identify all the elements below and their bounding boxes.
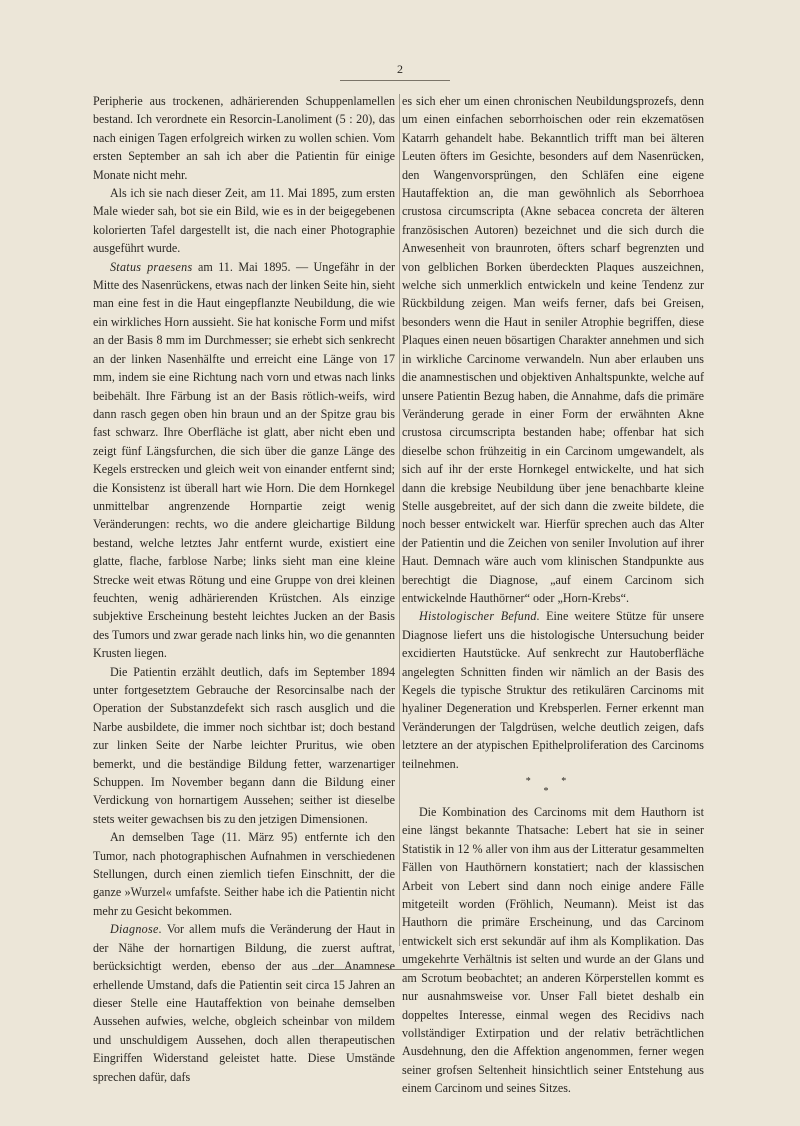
histology-text: Eine weitere Stütze für unsere Diagnose liefert uns die histologische Untersuchung beider excidierten Hautstücke. Auf senkrecht zur Hautoberfläche angelegten Schnitten finden wir nämlich an der Basis des Kegels die typische Struktur des retikulären Carcinoms mit hyaliner Degeneration und Krebsperlen. Ferner erkennt man Veränderungen der Talgdrüsen, welche deutlich zeigen, dafs letztere an der atypischen Epithelproliferation des Carcinoms teilnehmen. [402, 609, 704, 771]
asterisks-top: * * [525, 776, 581, 788]
diagnose-text: Vor allem mufs die Veränderung der Haut in der Nähe der hornartigen Bildung, die zuerst auftrat, berücksichtigt werden, ebenso der aus der Anamnese erhellende Umstand, dafs die Patientin seit circa 15 Jahren an dieser Stelle eine Hautaffektion von beinahe demselben Aussehen aufwies, welche, obgleich scheinbar von mildem und unschuldigem Aussehen, doch allen therapeutischen Eingriffen Widerstand geleistet hatte. Diese Umstände sprechen dafür, dafs [93, 922, 395, 1084]
paragraph-return-visit: Als ich sie nach dieser Zeit, am 11. Mai 1895, zum ersten Male wieder sah, bot sie ein Bild, wie es in der beigegebenen kolorierten Tafel dargestellt ist, die nach einer Photographie ausgeführt wurde. [93, 186, 395, 256]
status-praesens-heading: Status praesens [109, 259, 193, 274]
paragraph-diagnose [93, 920, 395, 1086]
paragraph-excision: An demselben Tage (11. März 95) entfernte ich den Tumor, nach photographischen Aufnahmen in verschiedenen Stellungen, durch einen ziemlich tiefen Einschnitt, der die ganze »Wurzel« umfafste. Seither habe ich die Patientin nicht mehr zu Gesicht bekommen. [93, 830, 395, 918]
paragraph-continued-right: es sich eher um einen chronischen Neubildungsprozefs, denn um einen einfachen seborrhoischen oder rein ekzematösen Katarrh gehandelt habe. Bekanntlich trifft man bei älteren Leuten öfters im Gesichte, besonders auf dem Nasenrücken, den Wangenvorsprüngen, den Schläfen eine eigene Hautaffektion an, die man gewöhnlich als Seborrhoea crustosa circumscripta (Akne sebacea concreta der älteren französischen Autoren) bezeichnet und die sich durch die Anwesenheit von braunroten, öfters scharf begrenzten und von gelblichen Borken überdeckten Plaques auszeichnen, welche sich unmerklich entwickeln und keine Tendenz zur Rückbildung zeigen. Man weifs ferner, dafs bei Greisen, besonders wenn die Haut in seniler Atrophie begriffen, diese Plaques einen neuen bösartigen Charakter annehmen und sich in wirkliche Carcinome verwandeln. Nun aber erlauben uns die anamnestischen und objektiven Anhaltspunkte, welche auf unsere Patientin Bezug haben, die Annahme, dafs die primäre Veränderung gerade in einer Form der erwähnten Akne crustosa circumscripta bestanden habe; offenbar hat sich dieselbe schon frühzeitig in ein Carcinom umgewandelt, als sich auf ihr der erste Hornkegel entwickelte, und hat sich dann die krebsige Neubildung über jene benachbarte kleine Stelle ausgebreitet, auf der sich dann die zweite bildete, die noch besser entwickelt war. Hierfür sprechen auch das Alter der Patientin und die Zeichen von seniler Involution auf ihrer Haut. Demnach wäre auch vom klinischen Standpunkte aus berechtigt die Diagnose, „auf einem Carcinom sich entwickelnde Hauthörner“ oder „Horn-Krebs“. [402, 94, 704, 605]
status-praesens-text: am 11. Mai 1895. — Ungefähr in der Mitte des Nasenrückens, etwas nach der linken Seite hin, sieht man eine fest in die Haut eingepflanzte Neubildung, die wie ein wirkliches Horn aussieht. Sie hat konische Form und mifst an der Basis 8 mm im Durchmesser; sie erhebt sich senkrecht an der linken Nasenhälfte und erreicht eine Länge von 17 mm, indem sie eine Richtung nach vorn und etwas nach links beibehält. Ihre Färbung ist an der Basis rötlich-weifs, wird dann rasch gegen oben hin braun und an der Spitze grau bis fast schwarz. Ihre Oberfläche ist glatt, aber nicht eben und zeigt fünf Längsfurchen, die sich über die ganze Länge des Kegels erstrecken und gleich weit von einander entfernt sind; die Konsistenz ist überall hart wie Horn. Die dem Hornkegel unmittelbar angrenzende Hornpartie zeigt wenig Veränderungen: rechts, wo die andere gleichartige Bildung bestand, welche letztes Jahr entfernt wurde, existiert eine glatte, flache, farblose Narbe; links sieht man eine kleine Strecke weit etwas Rötung und eine Gruppe von drei kleinen feuchten, wenig adhärierenden Krüstchen. Als einzige subjektive Erscheinung besteht leichtes Jucken an der Basis des Tumors und zwar gerade nach links hin, wo die genannten Krusten liegen. [93, 259, 395, 661]
paragraph-history: Die Patientin erzählt deutlich, dafs im September 1894 unter fortgesetztem Gebrauche der Resorcinsalbe nach der Operation der Substanzdefekt sich rasch ausglich und die Narbe ausbildete, die immer noch sichtbar ist; doch bestand zur linken Seite der Narbe leichter Pruritus, wie oben bemerkt, und die beständige Bildung fetter, warzenartiger Schuppen. Im November begann dann die Bildung einer Verdickung von hornartigem Aussehen; seither ist dieselbe stets weiter gewachsen bis zu den jetzigen Dimensionen. [93, 664, 395, 826]
paragraph-continued: Peripherie aus trockenen, adhärierenden Schuppenlamellen bestand. Ich verordnete ein Resorcin-Lanoliment (5 : 20), das nach einigen Tagen erfolgreich wirken zu wollen schien. Vom ersten September an sah ich aber die Patientin für einige Monate nicht mehr. [93, 94, 395, 182]
paragraph-histology [402, 607, 704, 773]
asterisks-bottom: * [543, 786, 563, 798]
paragraph-combination: Die Kombination des Carcinoms mit dem Hauthorn ist eine längst bekannte Thatsache: Lebert hat sie in seiner Statistik in 12 % aller von ihm aus der Litteratur gesammelten Fällen von Hauthörnern konstatiert; nach der klassischen Arbeit von Lebert sind dann noch einige andere Fälle mitgeteilt worden (Fröhlich, Neumann). Meist ist das Hauthorn die primäre Erscheinung, und das Carcinom entwickelt sich erst sekundär auf ihm als Komplikation. Das umgekehrte Verhältnis ist selten und wurde an der Glans und am Scrotum beobachtet; an anderen Körperstellen kommt es nur ausnahmsweise vor. Unser Fall bietet deshalb ein doppeltes Interesse, einmal wegen des Recidivs nach vollständiger Extirpation und der relativ beträchtlichen Ausdehnung, den die Affektion angenommen, ferner wegen seiner grofsen Seltenheit hinsichtlich seiner Entstehung aus einem Carcinom und seines Sitzes. [402, 805, 704, 1096]
header-rule [340, 80, 450, 81]
paragraph-status-praesens [93, 258, 395, 663]
column-divider [399, 94, 400, 946]
histology-heading: Histologischer Befund. [418, 609, 541, 624]
section-asterisks [402, 777, 704, 797]
page-number: 2 [397, 62, 403, 76]
footer-rule [312, 969, 492, 970]
diagnose-heading: Diagnose. [109, 922, 163, 937]
left-column [93, 92, 395, 1086]
right-column [402, 92, 704, 1098]
